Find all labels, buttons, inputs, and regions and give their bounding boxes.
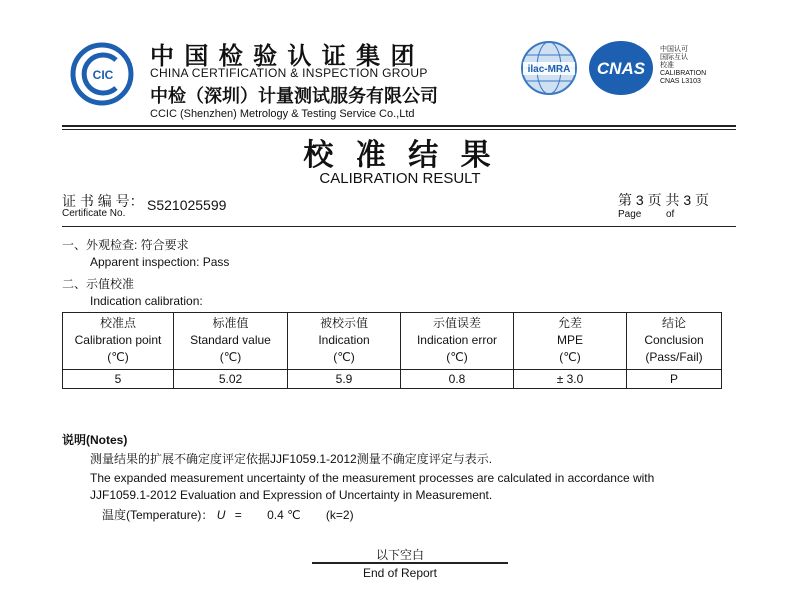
table-row (63, 370, 722, 389)
org-name-cn: 中 国 检 验 认 证 集 团 (150, 42, 416, 70)
cell-calibration-point: 5 (63, 370, 174, 389)
cnas-badge-icon (588, 40, 654, 96)
apparent-inspection-en: Apparent inspection: Pass (90, 255, 230, 269)
header-unit: (℃) (107, 350, 129, 364)
header-cn: 示值误差 (432, 316, 481, 330)
header-unit: (℃) (333, 350, 355, 364)
header-divider-thick (62, 125, 736, 127)
header-mpe (514, 313, 627, 370)
header-indication-error (401, 313, 514, 370)
cert-number: S521025599 (147, 197, 227, 213)
cnas-side-cn1: 中国认可 (660, 46, 688, 53)
cnas-text: CNAS (596, 59, 646, 78)
indication-cn: 二、示值校准 (62, 277, 135, 291)
header-en: Indication (318, 333, 370, 347)
page-cn-suffix: 页 (695, 192, 710, 208)
temp-coverage-factor: (k=2) (325, 508, 354, 522)
header-unit: (Pass/Fail) (645, 350, 703, 364)
cell-mpe: ± 3.0 (514, 370, 627, 389)
calibration-table (62, 312, 722, 389)
header-standard-value (174, 313, 288, 370)
header-cn: 校准点 (99, 316, 136, 330)
temp-label: 温度(Temperature)： (102, 508, 214, 522)
temp-equals: = (234, 508, 242, 522)
header-cn: 结论 (661, 316, 686, 330)
title-en: CALIBRATION RESULT (319, 170, 481, 187)
header-conclusion (627, 313, 722, 370)
table-header-row (63, 313, 722, 370)
temp-value: 0.4 ℃ (267, 508, 301, 522)
temp-u-symbol: U (216, 508, 226, 522)
header-en: Conclusion (644, 333, 704, 347)
cert-label-en: Certificate No. (62, 208, 126, 219)
header-unit: (℃) (559, 350, 581, 364)
cell-standard-value: 5.02 (174, 370, 288, 389)
cell-conclusion: P (627, 370, 722, 389)
cnas-side-text (660, 46, 706, 86)
page-num: 3 (635, 192, 644, 208)
cnas-side-cn2: 国际互认 (660, 54, 688, 61)
end-cn: 以下空白 (375, 548, 424, 562)
ilac-text: ilac-MRA (527, 64, 571, 75)
cell-indication: 5.9 (288, 370, 401, 389)
notes-line2-en: The expanded measurement uncertainty of the measurement processes are calculated in accordance with (90, 471, 655, 485)
header-en: Calibration point (74, 333, 162, 347)
cert-divider (62, 226, 736, 227)
ilac-globe-icon (520, 40, 578, 96)
cnas-side-cn3: 校准 (660, 62, 674, 69)
end-divider (312, 562, 508, 564)
header-calibration-point (63, 313, 174, 370)
page-indicator (618, 190, 709, 210)
title-cn: 校 准 结 果 (303, 138, 497, 173)
ccic-logo-icon (70, 42, 134, 106)
ccic-logo (70, 42, 134, 106)
ccic-logo-text: CIC (92, 68, 114, 82)
header-cn: 被校示值 (319, 316, 368, 330)
header-unit: (℃) (446, 350, 468, 364)
notes-line3-en: JJF1059.1-2012 Evaluation and Expression of Uncertainty in Measurement. (90, 488, 493, 502)
cert-label-cn: 证 书 编 号： (62, 193, 144, 209)
cnas-side-en2: CNAS L3103 (660, 78, 701, 85)
header-cn: 标准值 (212, 316, 249, 330)
cell-indication-error: 0.8 (401, 370, 514, 389)
page-total: 3 (683, 192, 692, 208)
sub-company-en: CCIC (Shenzhen) Metrology & Testing Service Co.,Ltd (150, 108, 415, 120)
cnas-logo (588, 40, 654, 96)
page-cn-mid: 页 共 (647, 192, 680, 208)
header-unit: (℃) (219, 350, 242, 364)
org-name-en: CHINA CERTIFICATION & INSPECTION GROUP (150, 66, 428, 80)
header-en: MPE (556, 333, 583, 347)
sub-company-cn: 中检（深圳）计量测试服务有限公司 (150, 86, 438, 107)
indication-en: Indication calibration: (90, 294, 203, 308)
apparent-inspection-cn: 一、外观检查: 符合要求 (62, 238, 189, 252)
page-cn-prefix: 第 (618, 192, 632, 208)
temperature-uncertainty (102, 506, 354, 523)
page-en-label: Page (618, 209, 642, 220)
header-en: Indication error (416, 333, 498, 347)
of-en-label: of (666, 209, 675, 220)
header-cn: 允差 (557, 316, 582, 330)
notes-title: 说明(Notes) (62, 433, 128, 447)
ilac-mra-logo (520, 40, 578, 96)
header-indication (288, 313, 401, 370)
notes-line1-cn: 测量结果的扩展不确定度评定依据JJF1059.1-2012测量不确定度评定与表示. (90, 452, 493, 466)
end-en: End of Report (362, 566, 438, 580)
cnas-side-en1: CALIBRATION (660, 70, 707, 77)
header-en: Standard value (190, 333, 271, 347)
